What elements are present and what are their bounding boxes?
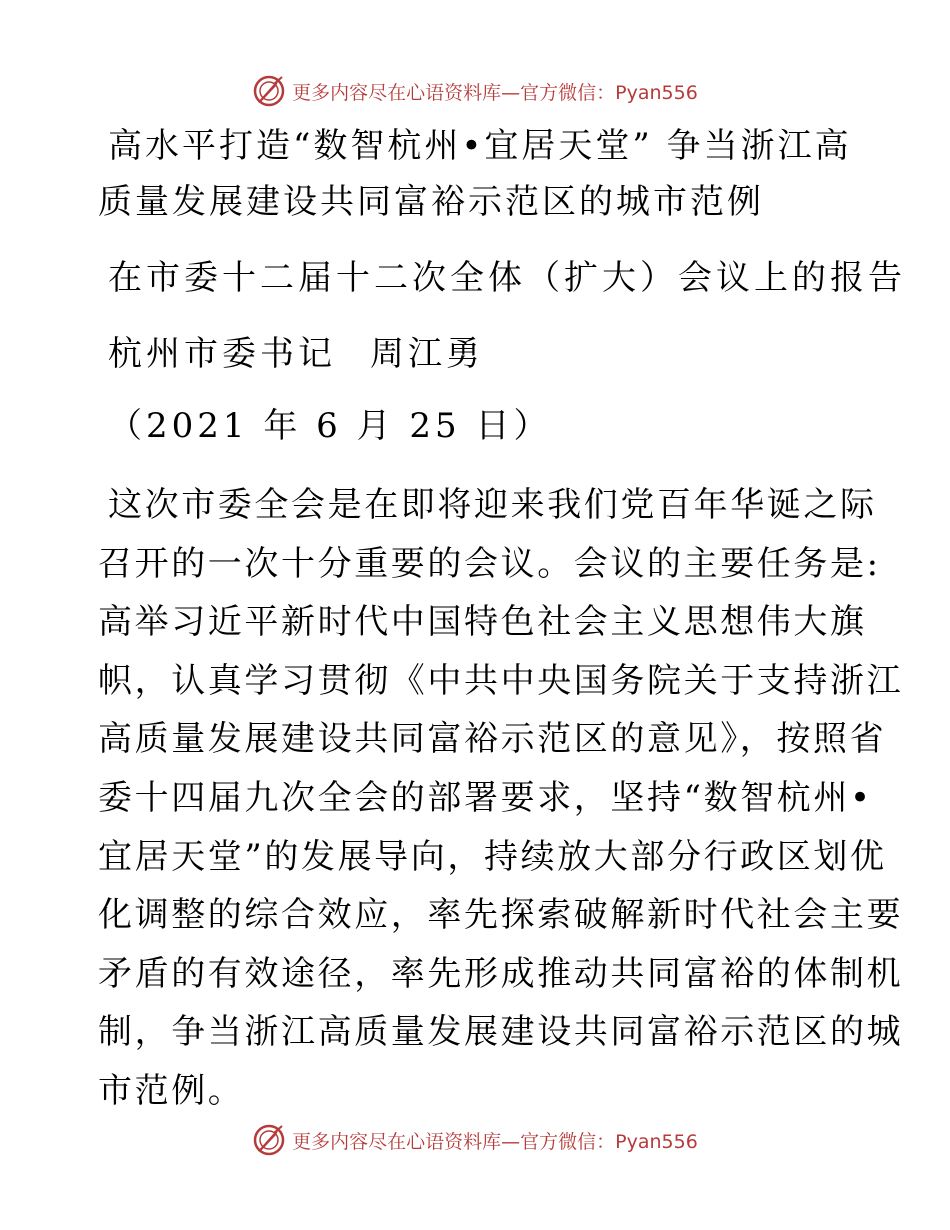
paragraph-line: 帜，认真学习贯彻《中共中央国务院关于支持浙江 xyxy=(98,660,904,701)
author-name: 周江勇 xyxy=(370,334,484,374)
paragraph-line: 这次市委全会是在即将迎来我们党百年华诞之际 xyxy=(108,485,877,525)
paragraph-line: 高质量发展建设共同富裕示范区的意见》，按照省 xyxy=(98,719,887,760)
paragraph-line: 市范例。 xyxy=(98,1070,245,1111)
paragraph-line: 高举习近平新时代中国特色社会主义思想伟大旗 xyxy=(98,602,867,643)
title-line-2: 质量发展建设共同富裕示范区的城市范例 xyxy=(98,182,764,222)
paragraph-line: 召开的一次十分重要的会议。会议的主要任务是: xyxy=(98,543,881,584)
title-line-1: 高水平打造“数智杭州•宜居天堂” 争当浙江高 xyxy=(108,126,852,166)
author-role: 杭州市委书记 xyxy=(108,334,336,374)
paragraph-line: 宜居天堂”的发展导向，持续放大部分行政区划优 xyxy=(98,836,887,877)
report-date: （2021 年 6 月 25 日） xyxy=(108,406,552,446)
quill-logo-icon xyxy=(252,1123,286,1157)
watermark-text: 更多内容尽在心语资料库—官方微信：Pyan556 xyxy=(292,81,698,104)
quill-logo-icon xyxy=(252,74,286,108)
author-line xyxy=(108,334,484,374)
watermark-text: 更多内容尽在心语资料库—官方微信：Pyan556 xyxy=(292,1130,698,1153)
watermark-banner-bottom xyxy=(0,1120,950,1160)
paragraph-line: 矛盾的有效途径，率先形成推动共同富裕的体制机 xyxy=(98,953,904,994)
paragraph-line: 化调整的综合效应，率先探索破解新时代社会主要 xyxy=(98,895,904,936)
body-paragraph xyxy=(98,476,904,1121)
paragraph-line: 制，争当浙江高质量发展建设共同富裕示范区的城 xyxy=(98,1012,904,1053)
report-subtitle: 在市委十二届十二次全体（扩大）会议上的报告 xyxy=(108,258,906,298)
watermark-banner-top xyxy=(0,71,950,111)
paragraph-line: 委十四届九次全会的部署要求，坚持“数智杭州• xyxy=(98,777,873,818)
